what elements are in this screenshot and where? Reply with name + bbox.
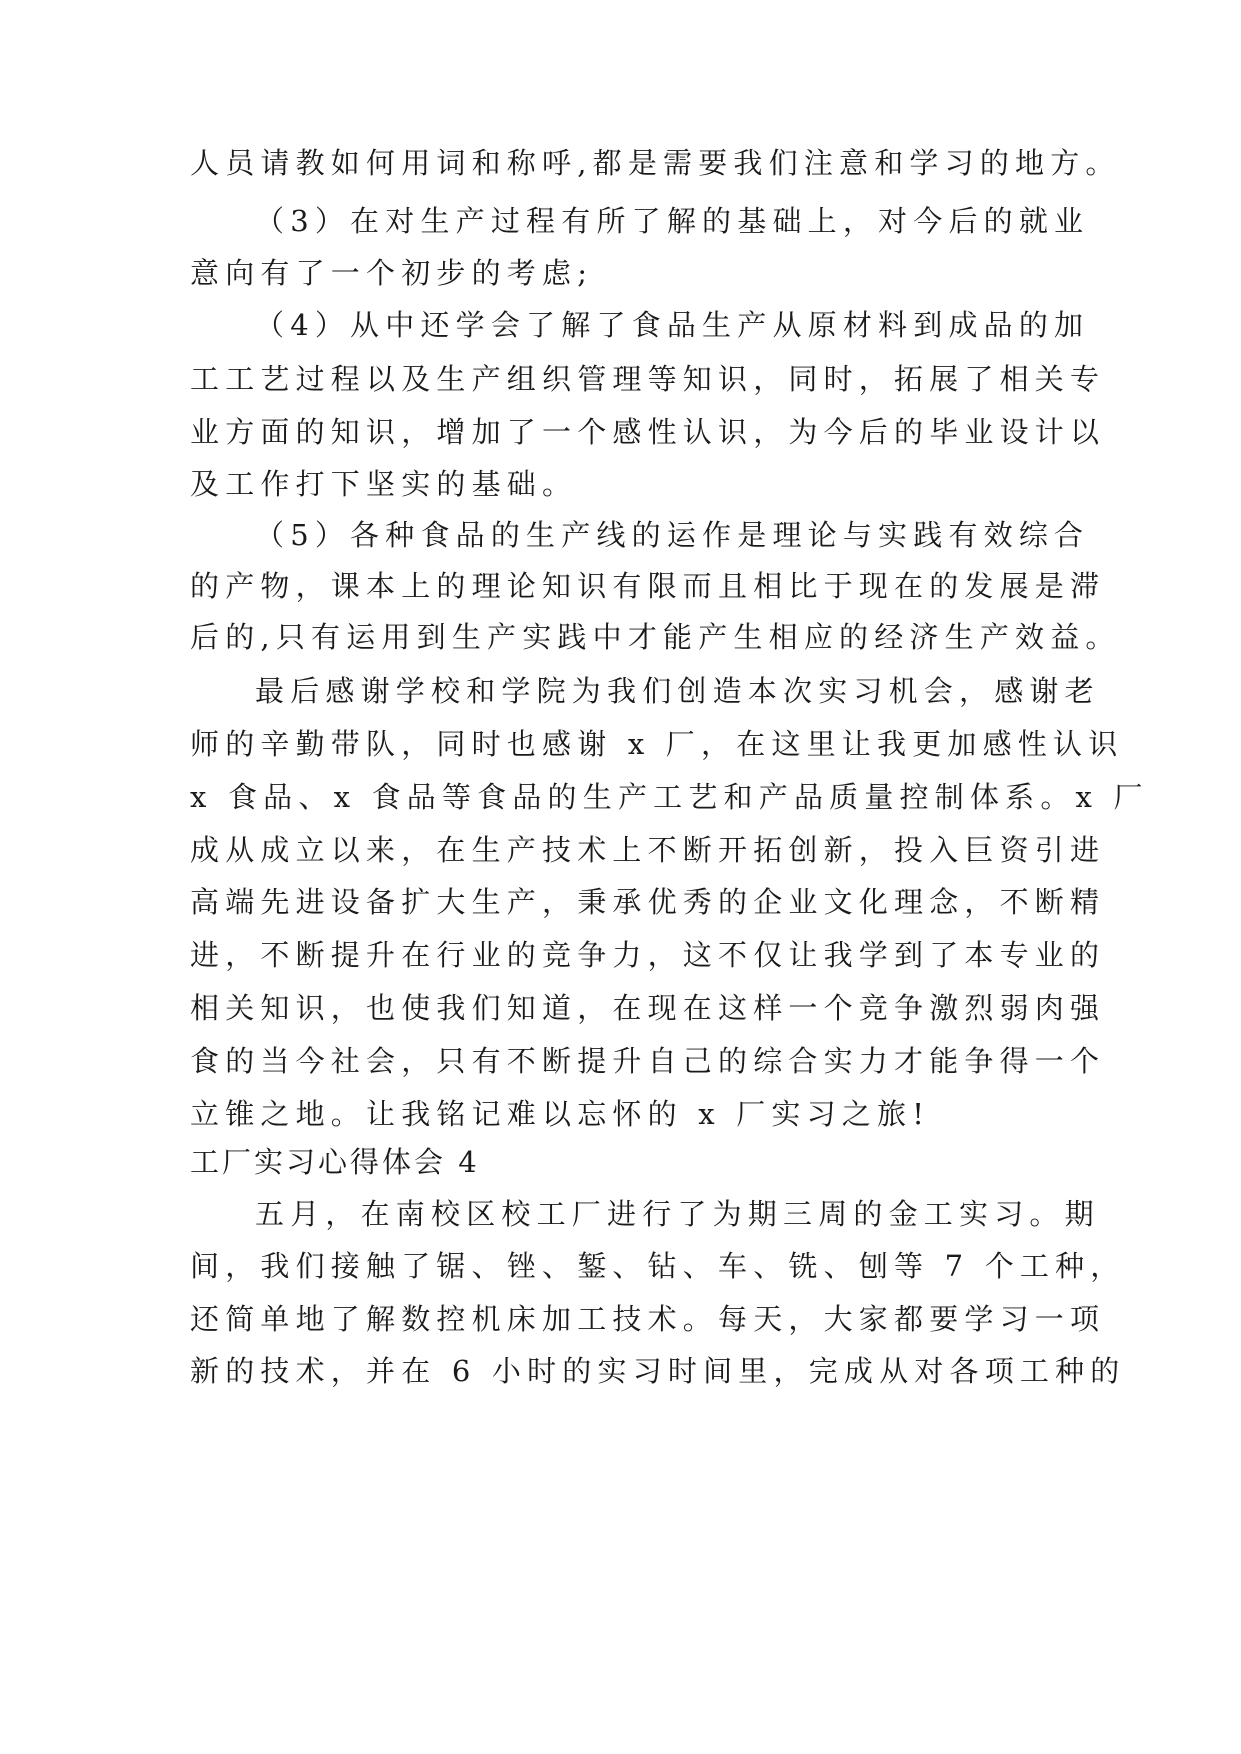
text-line: 成从成立以来，在生产技术上不断开拓创新，投入巨资引进 — [190, 833, 1106, 867]
text-line: 及工作打下坚实的基础。 — [190, 467, 578, 501]
text-line: 师的辛勤带队，同时也感谢 x 厂，在这里让我更加感性认识 — [190, 727, 1124, 761]
text-line: 高端先进设备扩大生产，秉承优秀的企业文化理念，不断精 — [190, 885, 1106, 919]
list-item-5: （5）各种食品的生产线的运作是理论与实践有效综合 — [255, 518, 1090, 552]
text-line: 食的当今社会，只有不断提升自己的综合实力才能争得一个 — [190, 1044, 1106, 1078]
list-item-3: （3）在对生产过程有所了解的基础上，对今后的就业 — [255, 204, 1090, 238]
text-line: 人员请教如何用词和称呼,都是需要我们注意和学习的地方。 — [190, 146, 1121, 180]
list-item-4: （4）从中还学会了解了食品生产从原材料到成品的加 — [255, 308, 1090, 342]
section-heading: 工厂实习心得体会 4 — [190, 1145, 480, 1179]
text-line: x 食品、x 食品等食品的生产工艺和产品质量控制体系。x 厂 — [190, 780, 1149, 814]
text-line: 相关知识，也使我们知道，在现在这样一个竞争激烈弱肉强 — [190, 991, 1106, 1025]
text-line: 新的技术，并在 6 小时的实习时间里，完成从对各项工种的 — [190, 1354, 1126, 1388]
text-line: 立锥之地。让我铭记难以忘怀的 x 厂实习之旅! — [190, 1097, 931, 1131]
paragraph-start: 最后感谢学校和学院为我们创造本次实习机会，感谢老 — [255, 674, 1100, 708]
text-line: 的产物，课本上的理论知识有限而且相比于现在的发展是滞 — [190, 569, 1106, 603]
text-line: 业方面的知识，增加了一个感性认识，为今后的毕业设计以 — [190, 415, 1106, 449]
text-line: 工工艺过程以及生产组织管理等知识，同时，拓展了相关专 — [190, 362, 1106, 396]
text-line: 还简单地了解数控机床加工技术。每天，大家都要学习一项 — [190, 1302, 1106, 1336]
text-line: 进，不断提升在行业的竞争力，这不仅让我学到了本专业的 — [190, 938, 1106, 972]
text-line: 意向有了一个初步的考虑; — [190, 256, 594, 290]
paragraph-start: 五月，在南校区校工厂进行了为期三周的金工实习。期 — [255, 1197, 1100, 1231]
text-line: 间，我们接触了锯、锉、錾、钻、车、铣、刨等 7 个工种， — [190, 1249, 1126, 1283]
text-line: 后的,只有运用到生产实践中才能产生相应的经济生产效益。 — [190, 620, 1121, 654]
